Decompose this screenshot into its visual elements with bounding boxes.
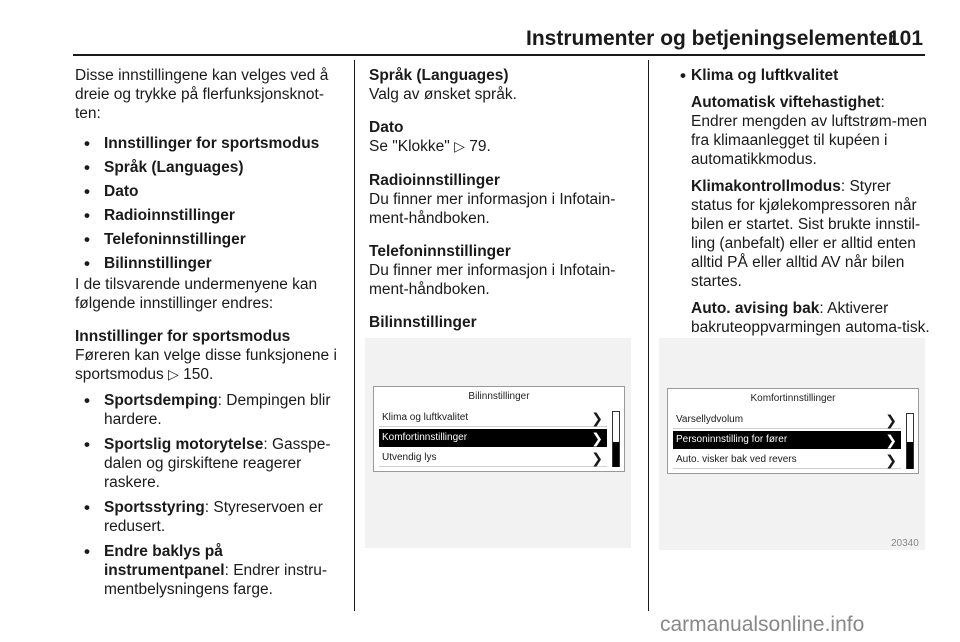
after-list-text: I de tilsvarende undermenyene kan følgende innstillinger endres: <box>75 276 318 312</box>
lang-text: Valg av ønsket språk. <box>369 86 517 103</box>
column-2 <box>369 66 641 332</box>
display-panel <box>373 386 625 472</box>
scrollbar-thumb <box>613 442 619 467</box>
date-text <box>369 137 641 157</box>
display-scrollbar <box>612 411 620 467</box>
list-item: • Radioinnstillinger <box>75 206 347 225</box>
display-panel <box>667 388 919 474</box>
date-text-body: Se "Klokke" <box>369 138 450 155</box>
display-menu-item <box>673 451 901 469</box>
auto-fan-text <box>671 93 933 169</box>
list-item: • Telefoninnstillinger <box>75 230 347 249</box>
list-item <box>671 66 933 85</box>
list-item: • Innstillinger for sportsmodus <box>75 134 347 153</box>
display-menu-item <box>379 449 607 467</box>
chevron-right-icon: ❯ <box>591 430 603 446</box>
radio-heading: Radioinnstillinger <box>369 172 500 189</box>
item-desc: : Styrer status for kjølekompressoren når bilen er startet. Sist brukte innstil-ling (anbefalt) eller er alltid enten alltid PÅ eller alltid AV når bilen startes. <box>691 178 921 290</box>
list-item <box>75 498 347 536</box>
item-desc: : Gasspe-dalen og girskiftene reagerer raskere. <box>104 436 331 491</box>
radio-text: Du finner mer informasjon i Infotain-ment-håndboken. <box>369 191 616 227</box>
item-term: Klimakontrollmodus <box>691 178 841 195</box>
sport-items <box>75 391 347 599</box>
auto-defog-text <box>671 299 933 337</box>
header-rule <box>73 54 925 56</box>
menu-item-label: Utvendig lys <box>382 452 437 463</box>
menu-item-label: Personinnstilling for fører <box>676 434 788 445</box>
bullet-heading: Klima og luftkvalitet <box>691 67 839 84</box>
chevron-right-icon: ❯ <box>591 410 603 426</box>
display-menu-item <box>379 409 607 427</box>
menu-list <box>75 134 347 273</box>
chevron-right-icon: ❯ <box>885 452 897 468</box>
list-item <box>75 542 347 599</box>
list-item <box>75 391 347 429</box>
item-desc: : Aktiverer bakruteoppvarmingen automa-tisk. <box>691 300 930 336</box>
list-item: • Språk (Languages) <box>75 158 347 177</box>
scrollbar-thumb <box>907 442 913 469</box>
item-desc: : Endrer instru-mentbelysningens farge. <box>104 562 328 598</box>
column-1 <box>75 66 347 605</box>
menu-item-label: Auto. visker bak ved revers <box>676 454 797 465</box>
display-title: Bilinnstillinger <box>374 387 624 407</box>
menu-item-label: Varsellydvolum <box>676 414 744 425</box>
menu-item-label: Komfortinnstillinger <box>382 432 468 443</box>
list-item <box>75 435 347 492</box>
item-term: Sportsstyring <box>104 499 205 516</box>
page-header <box>0 0 960 56</box>
item-term: Sportsdemping <box>104 392 218 409</box>
date-heading: Dato <box>369 119 404 136</box>
sport-ref: 150. <box>183 366 214 383</box>
item-term: Sportslig motorytelse <box>104 436 264 453</box>
image-id: 20340 <box>891 538 919 549</box>
sport-text-body: Føreren kan velge disse funksjonene i sportsmodus <box>75 347 337 383</box>
lang-heading: Språk (Languages) <box>369 67 509 84</box>
item-term: Endre baklys på instrumentpanel <box>104 543 225 579</box>
item-term: Auto. avising bak <box>691 300 820 317</box>
climate-ctrl-text <box>671 177 933 291</box>
sport-heading: Innstillinger for sportsmodus <box>75 328 291 345</box>
intro-text: Disse innstillingene kan velges ved å dreie og trykke på flerfunksjonsknot-ten: <box>75 67 329 122</box>
chevron-right-icon: ❯ <box>885 412 897 428</box>
watermark: carmanualsonline.info <box>660 613 865 636</box>
chevron-right-icon: ❯ <box>591 450 603 466</box>
list-item: • Bilinnstillinger <box>75 254 347 273</box>
date-ref: 79. <box>469 138 491 155</box>
column-divider-2 <box>648 60 649 611</box>
column-3 <box>671 66 933 337</box>
climate-list <box>671 66 933 85</box>
menu-item-label: Klima og luftkvalitet <box>382 412 469 423</box>
phone-heading: Telefoninnstillinger <box>369 243 511 260</box>
list-item: • Dato <box>75 182 347 201</box>
sport-text <box>75 346 347 385</box>
display-screenshot-comfort-settings <box>659 338 925 550</box>
page-number: 101 <box>888 27 924 50</box>
item-desc: : Dempingen blir hardere. <box>104 392 331 428</box>
item-term: Automatisk viftehastighet <box>691 94 881 111</box>
page-title: Instrumenter og betjeningselementer <box>526 27 896 50</box>
phone-text: Du finner mer informasjon i Infotain-ment-håndboken. <box>369 262 616 298</box>
display-menu-item-selected <box>673 431 901 449</box>
display-menu-item-selected <box>379 429 607 447</box>
column-divider-1 <box>354 60 355 611</box>
car-heading: Bilinnstillinger <box>369 314 477 331</box>
chevron-right-icon: ❯ <box>885 432 897 448</box>
reference-arrow-icon: ▷ <box>168 367 179 383</box>
display-menu-item <box>673 411 901 429</box>
display-scrollbar <box>906 413 914 469</box>
display-title: Komfortinnstillinger <box>668 389 918 409</box>
item-desc: : Styreservoen er redusert. <box>104 499 323 535</box>
display-screenshot-car-settings <box>365 338 631 548</box>
item-desc: : Endrer mengden av luftstrøm-men fra klimaanlegget til kupéen i automatikkmodus. <box>691 94 928 168</box>
reference-arrow-icon: ▷ <box>454 139 465 155</box>
